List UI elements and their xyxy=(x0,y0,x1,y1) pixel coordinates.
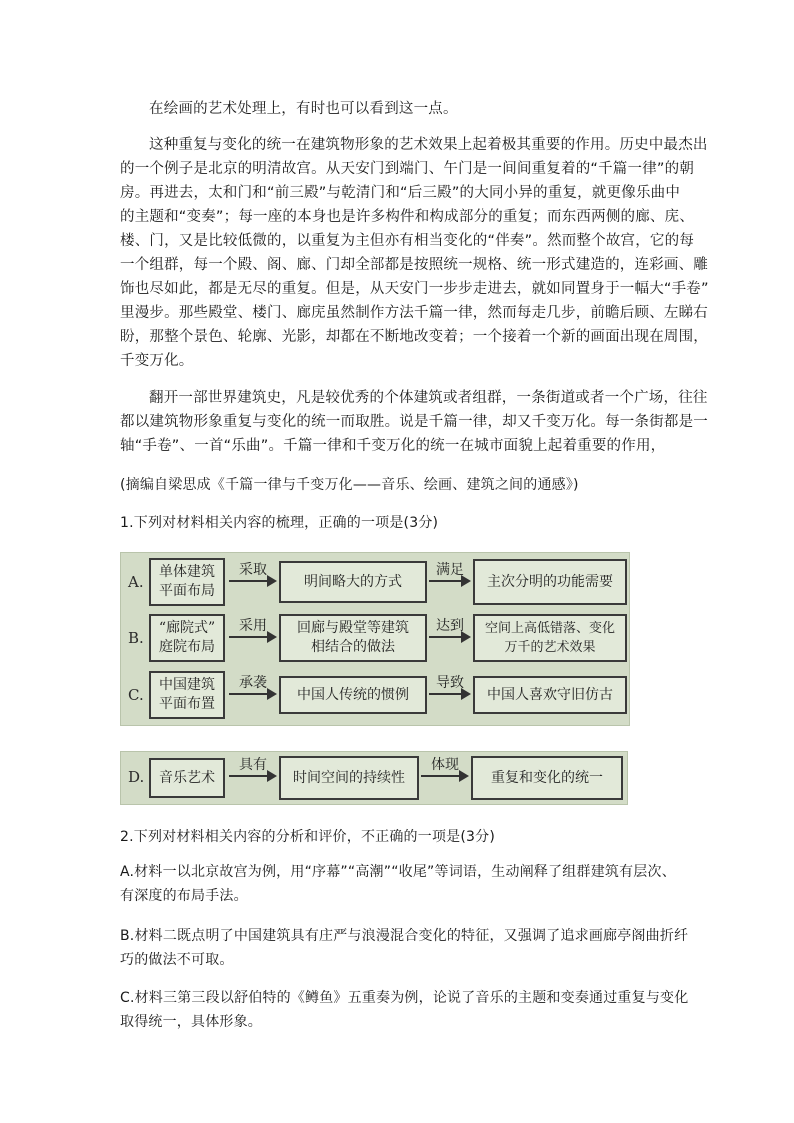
arrow-label: 承袭 xyxy=(239,675,267,691)
option-a-box-2 xyxy=(279,561,427,603)
paragraph-line: 的主题和“变奏”；每一座的本身也是许多构件和构成部分的重复；而东西两侧的廊、庑、 xyxy=(120,209,695,225)
question-2-option-c xyxy=(120,986,689,1034)
arrow-label: 导致 xyxy=(436,675,464,691)
option-d-box-2 xyxy=(279,756,419,800)
option-line: 取得统一，具体形象。 xyxy=(120,1014,262,1030)
option-d-box-1 xyxy=(149,758,225,798)
arrow-label: 满足 xyxy=(436,562,464,578)
option-b-arrow-2 xyxy=(429,617,471,643)
option-letter: B. xyxy=(128,629,144,647)
box-text: 中国人传统的惯例 xyxy=(297,686,409,703)
question-1-flowchart-d xyxy=(120,751,628,805)
box-text: 主次分明的功能需要 xyxy=(487,573,613,590)
paragraph-line: 都以建筑物形象重复与变化的统一而取胜。说是千篇一律，却又千变万化。每一条街都是一 xyxy=(120,414,708,430)
option-letter: A. xyxy=(128,573,144,591)
option-line: A.材料一以北京故宫为例，用“序幕”“高潮”“收尾”等词语，生动阐释了组群建筑有层次、 xyxy=(120,864,676,880)
paragraph-line: 翻开一部世界建筑史，凡是较优秀的个体建筑或者组群，一条街道或者一个广场，往往 xyxy=(149,390,708,406)
option-line: B.材料二既点明了中国建筑具有庄严与浪漫混合变化的特征，又强调了追求画廊亭阁曲折纤 xyxy=(120,928,689,944)
option-c-row xyxy=(121,670,629,722)
question-2-option-a xyxy=(120,860,680,908)
question-2-option-b xyxy=(120,924,689,972)
box-text: 音乐艺术 xyxy=(159,769,215,786)
option-line: C.材料三第三段以舒伯特的《鳟鱼》五重奏为例，论说了音乐的主题和变奏通过重复与变化 xyxy=(120,990,689,1006)
box-text: “廊院式” xyxy=(158,620,216,636)
arrow-shaft xyxy=(229,636,269,638)
paragraph-line: 盼，那整个景色、轮廓、光影，却都在不断地改变着；一个接着一个新的画面出现在周围， xyxy=(120,329,708,345)
option-d-arrow-2 xyxy=(421,756,469,782)
arrow-shaft xyxy=(229,580,269,582)
arrow-label: 体现 xyxy=(431,757,459,773)
box-text: 相结合的做法 xyxy=(311,639,395,655)
option-c-box-2 xyxy=(279,676,427,714)
option-a-row xyxy=(121,557,629,609)
paragraph-line: 千变万化。 xyxy=(120,353,194,369)
box-text: 中国建筑 xyxy=(159,677,215,693)
option-c-arrow-1 xyxy=(229,674,277,700)
arrow-shaft xyxy=(229,775,269,777)
arrow-head-icon xyxy=(461,631,471,643)
option-c-box-3 xyxy=(473,676,627,714)
box-text: 回廊与殿堂等建筑 xyxy=(297,620,409,636)
arrow-shaft xyxy=(421,775,461,777)
paragraph-line: 楼、门，又是比较低微的，以重复为主但亦有相当变化的“伴奏”。然而整个故宫，它的每 xyxy=(120,233,695,249)
arrow-head-icon xyxy=(459,770,469,782)
arrow-head-icon xyxy=(461,688,471,700)
box-text: 万千的艺术效果 xyxy=(504,640,596,655)
arrow-label: 采取 xyxy=(239,562,267,578)
option-c-box-1 xyxy=(149,671,225,719)
arrow-shaft xyxy=(429,580,463,582)
arrow-head-icon xyxy=(267,770,277,782)
option-d-arrow-1 xyxy=(229,756,277,782)
option-letter: D. xyxy=(128,768,145,786)
option-c-arrow-2 xyxy=(429,674,471,700)
option-letter: C. xyxy=(128,686,144,704)
paragraph-line: 的一个例子是北京的明清故宫。从天安门到端门、午门是一间间重复着的“千篇一律”的朝 xyxy=(120,161,695,177)
arrow-label: 采用 xyxy=(239,618,267,634)
paragraph-line: 一个组群，每一个殿、阁、廊、门却全部都是按照统一规格、统一形式建造的，连彩画、雕 xyxy=(120,257,708,273)
box-text: 重复和变化的统一 xyxy=(491,769,603,786)
box-text: 明间略大的方式 xyxy=(304,573,402,590)
option-d-row xyxy=(121,752,627,804)
option-a-box-3 xyxy=(473,559,627,605)
box-text: 中国人喜欢守旧仿古 xyxy=(487,686,613,703)
box-text: 平面布局 xyxy=(159,583,215,599)
box-text: 空间上高低错落、变化 xyxy=(484,621,615,636)
option-a-arrow-1 xyxy=(229,561,277,587)
paragraph-1: 在绘画的艺术处理上，有时也可以看到这一点。 xyxy=(149,101,458,117)
arrow-head-icon xyxy=(267,688,277,700)
arrow-label: 达到 xyxy=(436,618,464,634)
source-citation: (摘编自梁思成《千篇一律与千变万化——音乐、绘画、建筑之间的通感》) xyxy=(120,477,579,493)
arrow-shaft xyxy=(429,693,463,695)
question-1-flowchart-abc xyxy=(120,552,630,726)
option-a-box-1 xyxy=(149,558,225,606)
option-a-arrow-2 xyxy=(429,561,471,587)
paragraph-line: 这种重复与变化的统一在建筑物形象的艺术效果上起着极其重要的作用。历史中最杰出 xyxy=(149,137,708,153)
box-text: 平面布置 xyxy=(159,696,215,712)
option-line: 巧的做法不可取。 xyxy=(120,952,234,968)
question-2-stem: 2.下列对材料相关内容的分析和评价，不正确的一项是(3分) xyxy=(120,829,495,845)
paragraph-line: 房。再进去，太和门和“前三殿”与乾清门和“后三殿”的大同小异的重复，就更像乐曲中 xyxy=(120,185,681,201)
arrow-head-icon xyxy=(461,575,471,587)
arrow-head-icon xyxy=(267,575,277,587)
box-text: 庭院布局 xyxy=(159,639,215,655)
paragraph-line: 里漫步。那些殿堂、楼门、廊庑虽然制作方法千篇一律，然而每走几步，前瞻后顾、左睇右 xyxy=(120,305,708,321)
option-b-arrow-1 xyxy=(229,617,277,643)
option-b-box-1 xyxy=(149,614,225,662)
paragraph-line: 轴“手卷”、一首“乐曲”。千篇一律和千变万化的统一在城市面貌上起着重要的作用， xyxy=(120,438,666,454)
arrow-head-icon xyxy=(267,631,277,643)
option-line: 有深度的布局手法。 xyxy=(120,888,248,904)
box-text: 时间空间的持续性 xyxy=(293,769,405,786)
paragraph-line: 饰也尽如此，都是无尽的重复。但是，从天安门一步步走进去，就如同置身于一幅大“手卷” xyxy=(120,281,709,297)
option-b-row xyxy=(121,613,629,665)
option-b-box-2 xyxy=(279,614,427,662)
option-d-box-3 xyxy=(471,756,623,800)
arrow-label: 具有 xyxy=(239,757,267,773)
arrow-shaft xyxy=(229,693,269,695)
paragraph-3 xyxy=(120,386,708,458)
box-text: 单体建筑 xyxy=(159,564,215,580)
arrow-shaft xyxy=(429,636,463,638)
paragraph-2 xyxy=(120,133,709,373)
question-1-stem: 1.下列对材料相关内容的梳理，正确的一项是(3分) xyxy=(120,515,439,531)
option-b-box-3 xyxy=(473,614,627,662)
